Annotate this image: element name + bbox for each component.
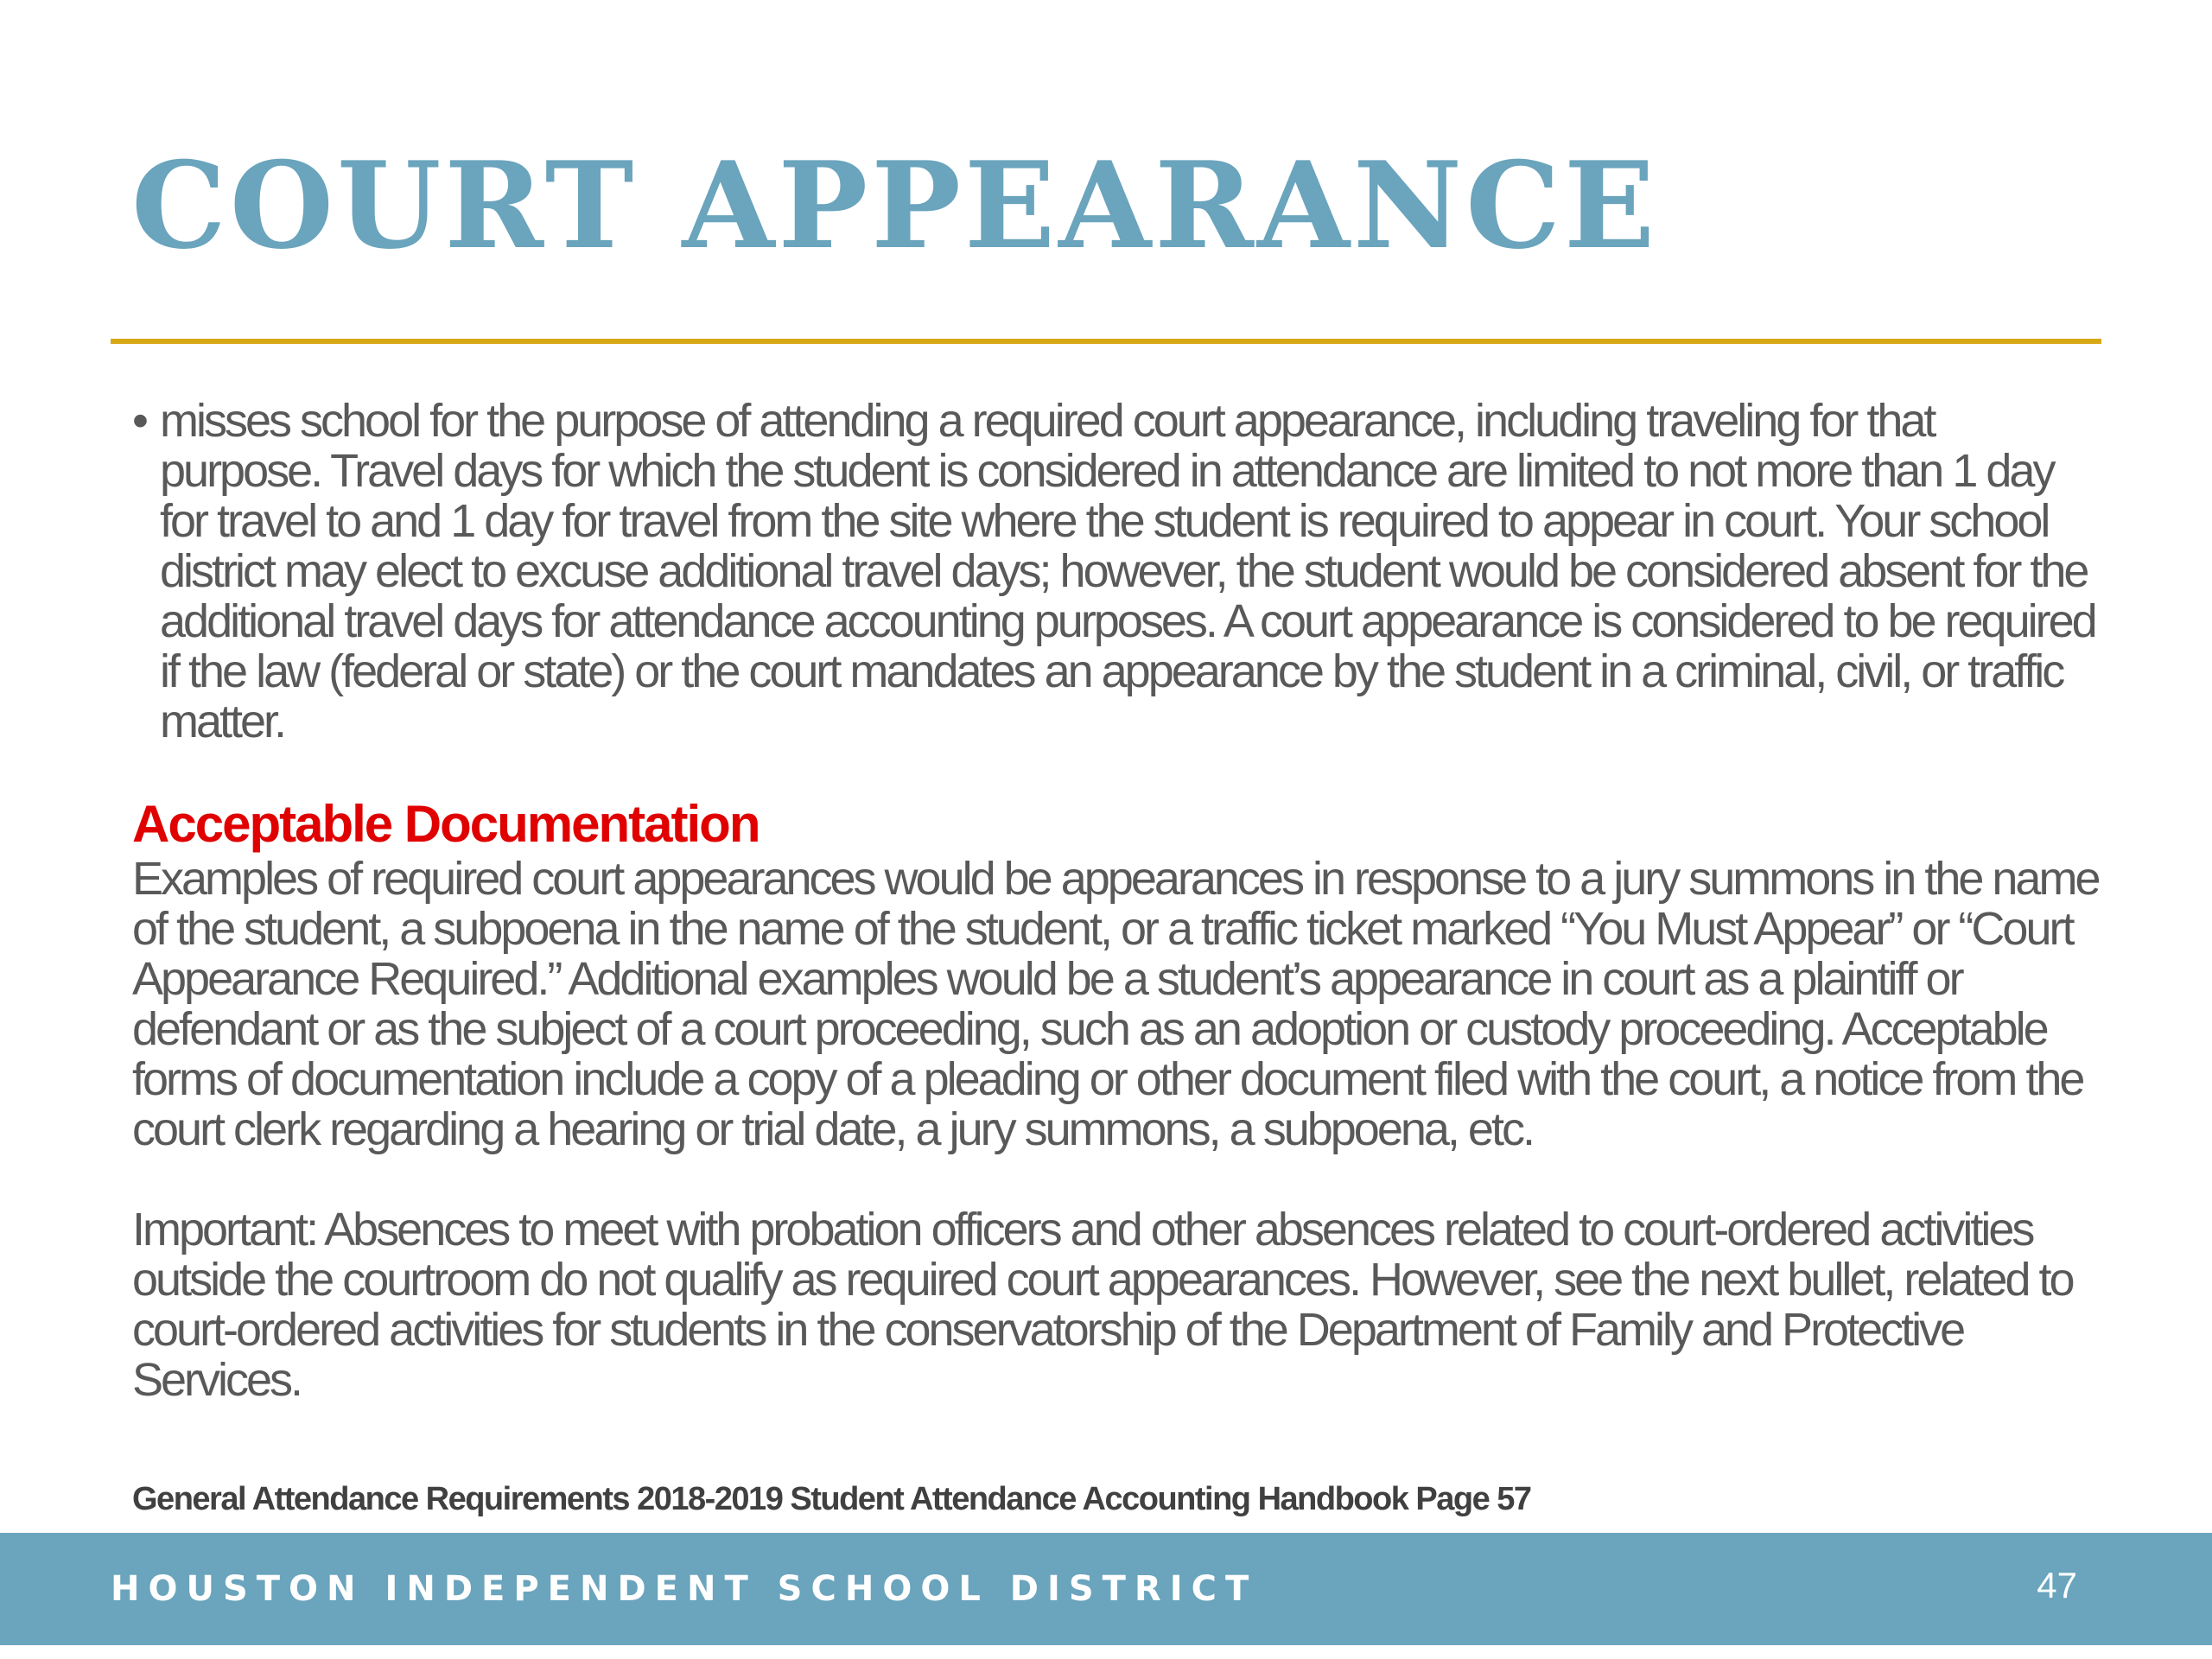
footer-bar [0,1533,2212,1645]
slide-body [132,396,2102,1405]
footer-organization: HOUSTON INDEPENDENT SCHOOL DISTRICT [111,1569,1258,1609]
important-paragraph: Important: Absences to meet with probation officers and other absences related to court-ordered activities outside the courtroom do not qualify as required court appearances. However, see the next bullet, related to court-ordered activities for students in the conservatorship of the Department of Family and Protective Services. [132,1204,2073,1406]
slide-title: COURT APPEARANCE [131,135,1659,276]
documentation-paragraph: Examples of required court appearances would be appearances in response to a jury summons in the name of the student, a subpoena in the name of the student, or a traffic ticket marked “You Must Appear” or “Court Appearance Required.” Additional examples would be a student’s appearance in court as a plaintiff or defendant or as the subject of a court proceeding, such as an adoption or custody proceeding. Acceptable forms of documentation include a copy of a pleading or other document filed with the court, a notice from the court clerk regarding a hearing or trial date, a jury summons, a subpoena, etc. [132,853,2099,1155]
bullet-marker: • [132,395,146,447]
section-heading: Acceptable Documentation [132,795,760,853]
page-number: 47 [2037,1565,2077,1605]
bullet-text: misses school for the purpose of attending a required court appearance, including traveling for that purpose. Travel days for which the student is considered in attendance are limited to not more than 1 day for travel to and 1 day for travel from the site where the student is required to appear in court. Your school district may elect to excuse additional travel days; however, the student would be considered absent for the additional travel days for attendance accounting purposes. A court appearance is considered to be required if the law (federal or state) or the court mandates an appearance by the student in a criminal, civil, or traffic matter. [160,395,2095,747]
title-divider [111,339,2101,344]
source-citation: General Attendance Requirements 2018-2019 Student Attendance Accounting Handbook Page 57 [132,1481,1531,1517]
bullet-item [132,396,2102,747]
